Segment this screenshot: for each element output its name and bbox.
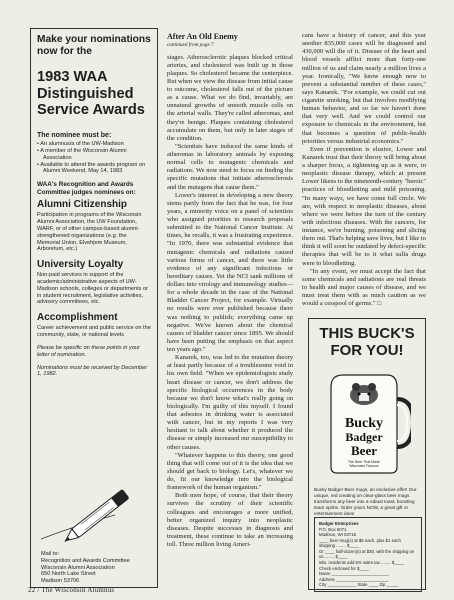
mail-line: Wisconsin Alumni Association — [41, 564, 115, 571]
sidebar-title: 1983 WAA Distinguished Service Awards — [37, 69, 145, 119]
article-paragraph: stages. Atherosclerotic plaques blocked critical arteries, and cholesterol was built up in those plaques. So cholesterol became the centerpiece. But when we view the disease from initial cause to outcome, cholesterol falls out of the picture as a cause. What we do find, invariably, are unnatural growths of smooth muscle cells on the arterial walls. They're called atheromas, and they're benign. Plaques containing cholesterol accumulate on them, but only in later stages of the condition. — [167, 53, 293, 142]
pen-drawing-icon — [37, 469, 153, 547]
article-paragraph: cans have a history of cancer, and this year another 835,000 cases will be diagnosed and 430,000 will die of it. Disease of the heart and blood vessels afflict more than forty-one million of us and claim nearly a million lives a year. Ironically, "We know enough now to prevent a substantial number of these cases," says Kanarek. "For example, we could cut out cigarette smoking, but that involves modifying human behavior, and so far we haven't done that very well. And we could control our exposure to chemicals in the environment, but that becomes a question of public-health priorities versus industrial economics." — [302, 32, 426, 145]
mug-brand-line3: Beer — [351, 443, 377, 458]
article-column-right — [302, 32, 426, 308]
article-paragraph: "Whatever happens to this theory, one good thing that will come out of it is the idea that we should get back to biology. Let's, whatever we do, fit our knowledge into the biological framework of the human organism." — [167, 451, 293, 492]
page-footer: 22 / The Wisconsin Alumnus — [28, 586, 115, 594]
form-order-line[interactable]: Or ____ half-dozen(s) at $30, with the shipping on us ........ $____ — [319, 548, 415, 560]
form-field[interactable]: City ____________ State ____ Zip _____ — [319, 582, 399, 588]
form-order-line[interactable]: Check enclosed for $____ — [319, 565, 369, 571]
form-order-line[interactable]: Wis. residents add 5% sales tax ........ $____ — [319, 560, 404, 566]
article-paragraph: Lower's interest in developing a new theory stems partly from the fact that he was, for four years, a minority voice on a panel of scientists who assigned priorities to research proposals submitted to the National Cancer Institute. At times, he recalls, it was a frustrating experience. "In 1970, there was substantial evidence that mutagenic chemicals and radiations caused various forms of cancer, and there was little evidence of any significant infectious or hereditary causes. Yet the NCI sank millions of dollars into virology and immunology studies—for a whole decade in the case of the National Bladder Cancer Project, for example. Virtually no results were ever published because there was nothing to publish; everything came up negative. We've known about the chemical causes of bladder cancer since 1895. We should have been putting the emphasis on that aspect ten years ago." — [167, 191, 293, 353]
sidebar-heading: Make your nominations now for the — [37, 34, 151, 57]
mail-line: Mail to: — [41, 551, 60, 557]
article-paragraph: Both men hope, of course, that their theory survives the scrutiny of their scientific colleagues and encourages a more unified, better organized inquiry into neoplastic diseases. Despite successes in diagnosis and treatment, these continue to take an increasing toll. Three million living Ameri- — [167, 492, 293, 548]
form-order-line[interactable]: ____ beer mug(s) at $6 each, plus $1 each shipping ........ $____ — [319, 537, 401, 549]
ad-headline: THIS BUCK'S FOR YOU! — [319, 325, 415, 359]
beer-mug-advertisement — [308, 318, 426, 590]
article-title: After An Old Enemy — [167, 32, 238, 41]
article-column-middle — [167, 32, 293, 549]
specific-note: Please be specific on these points in your letter of nomination. — [37, 344, 140, 358]
nominee-item: • Available to attend the awards program on Alumni Weekend, May 14, 1983 — [37, 161, 146, 175]
article-paragraph: Kanarek, too, was led to the mutation theory at least partly because of a troublesome void in his own field. "When we epidemiologists study heart disease or cancer, we don't address the specific biological occurrences in the body because we don't know what's really going on biologically. I'm guilty of this myself. I found that asbestos in drinking water is associated with cancer, but in my reports I was very hesitant to talk about whether it produced the disease or simply increased our susceptibility to other causes. — [167, 354, 293, 451]
criterion-title: Alumni Citizenship — [37, 199, 127, 211]
criterion-text: Career achievement and public service on the community, state, or national levels — [37, 325, 151, 339]
ad-copy: Bucky Badger Beer mugs, an exclusive offer! Our unique, red creating on clear-glass beer mugs transforms any beer into a robust toast, boosting team spirits. Order yours NOW, a great gift or entertainment idea! — [314, 487, 417, 516]
judges-heading: WAA's Recognition and Awards Committee judges nominees on: — [37, 180, 136, 196]
continued-note: continued from page 7 — [167, 42, 214, 48]
order-form — [314, 517, 422, 592]
article-paragraph: "In any event, we must accept the fact that some chemicals and radiations are real threats to health and major causes of disease, and we must treat them with as much caution as we would a cesspool of germs." □ — [302, 267, 426, 308]
deadline-note: Nominations must be received by December 1, 1982. — [37, 364, 148, 378]
nominee-heading: The nominee must be: — [37, 132, 112, 140]
criterion-title: University Loyalty — [37, 259, 124, 271]
form-address-line: P.O. Box 5071 — [319, 526, 347, 532]
nominee-item: • An alumnus/a of the UW-Madison — [37, 141, 124, 148]
form-company: Badger Enterprises — [319, 521, 359, 526]
form-field[interactable]: Name ________________________ — [319, 571, 390, 577]
criterion-title: Accomplishment — [37, 312, 118, 324]
criterion-text: Non-paid services in support of the academic/administrative aspects of UW-Madison schools, colleges or departments or in student recruitment, legislative activities, advisory committees, etc. — [37, 272, 148, 306]
mail-line: Recognition and Awards Committee — [41, 557, 130, 564]
article-paragraph: "Scientists have induced the same kinds of atheromas in laboratory animals by exposing normal cells to mutagenic chemicals and radiations. We now need to focus on finding the specific mutations that initiate atherosclerosis and the mutagens that cause them." — [167, 142, 293, 191]
form-field[interactable]: Address ______________________ — [319, 576, 389, 582]
nominee-item: • A member of the Wisconsin Alumni Association — [37, 148, 127, 161]
mug-brand-line1: Bucky — [344, 416, 384, 431]
mug-brand-line2: Badger — [345, 430, 383, 444]
nominee-list — [37, 141, 151, 175]
mug-tagline: The Beer That Made — [347, 460, 381, 464]
form-address-line: Madison, WI 53715 — [319, 532, 357, 538]
article-paragraph: Even if prevention is elusive, Lower and Kanarek trust that their theory will bring about a sharper focus, a tightening up as it were, in neoplastic disease therapy, which at present Lower likens to the nineteenth-century "heroic" practices of bloodletting and mild poisoning. "In many ways, we have come full circle. We are, with respect to neoplastic diseases, about where we were before the turn of the century with infectious diseases. With the cancers, for instance, we're burning, poisoning and slicing them out. That's helping save lives, but I like to think it will soon be outdated by defect-specific therapies that will be to it what sulfa drugs were to bloodletting. — [302, 145, 427, 267]
mail-to-address — [41, 551, 130, 585]
mug-tagline-2: Wisconsin Famous — [349, 464, 379, 468]
mail-line: Madison 53706 — [41, 578, 80, 585]
mail-line: 650 North Lake Street — [41, 571, 96, 578]
nominations-sidebar — [30, 28, 158, 588]
criterion-text: Participation in programs of the Wisconsin Alumni Association, the UW Foundation, WARF, or of other campus-based alumni-strengthened organizations (e.g. the Memorial Union, Elvehjem Museum, Arboretum, etc.) — [37, 212, 142, 253]
beer-mug-icon — [321, 367, 411, 477]
